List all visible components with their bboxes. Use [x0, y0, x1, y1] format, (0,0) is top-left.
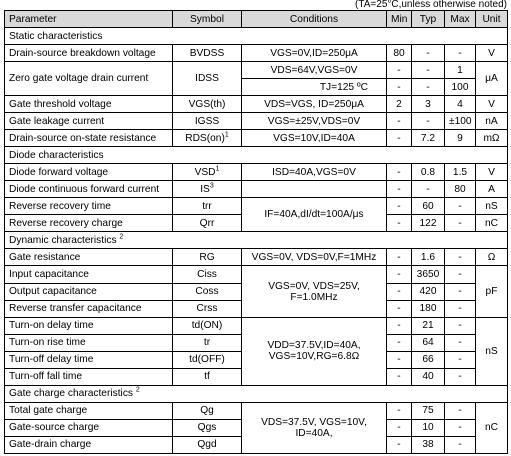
table-row [5, 249, 508, 266]
section-dynamic [5, 232, 508, 249]
header-parameter: Parameter [5, 11, 173, 28]
symbol-cell: Qgs [173, 419, 242, 436]
table-row [5, 62, 508, 79]
max-cell: 100 [445, 79, 476, 96]
typ-cell: 38 [412, 436, 445, 453]
table-row [5, 164, 508, 181]
typ-cell: - [412, 113, 445, 130]
max-cell: - [445, 198, 476, 215]
header-typ: Typ [412, 11, 445, 28]
symbol-cell: Crss [173, 300, 242, 317]
table-row [5, 45, 508, 62]
typ-cell: 66 [412, 351, 445, 368]
conditions-cell: VGS=0V, VDS=0V,F=1MHz [242, 249, 387, 266]
conditions-line: VDS=37.5V, VGS=10V, [261, 416, 367, 428]
param-cell: Reverse recovery time [5, 198, 173, 215]
max-cell: - [445, 283, 476, 300]
symbol-cell: trr [173, 198, 242, 215]
param-cell: Turn-on rise time [5, 334, 173, 351]
min-cell: - [387, 300, 412, 317]
conditions-line: VGS=10V,RG=6.8Ω [268, 351, 360, 363]
min-cell: - [387, 79, 412, 96]
unit-cell: μA [476, 62, 508, 96]
header-min: Min [387, 11, 412, 28]
footnote-mark: 1 [224, 131, 229, 139]
unit-cell: pF [476, 266, 508, 317]
footnote-mark: 3 [209, 182, 214, 190]
symbol-text: VSD [194, 166, 216, 178]
conditions-cell: IF=40A,dI/dt=100A/μs [242, 198, 387, 232]
symbol-cell: VGS(th) [173, 96, 242, 113]
unit-cell: nS [476, 198, 508, 215]
param-cell: Turn-on delay time [5, 317, 173, 334]
max-cell: - [445, 419, 476, 436]
symbol-cell: Qrr [173, 215, 242, 232]
param-cell: Total gate charge [5, 402, 173, 419]
unit-cell: V [476, 96, 508, 113]
unit-cell: nC [476, 402, 508, 453]
table-row [5, 266, 508, 283]
min-cell: - [387, 164, 412, 181]
unit-cell: nC [476, 215, 508, 232]
section-row [5, 385, 508, 402]
typ-cell: 1.6 [412, 249, 445, 266]
conditions-cell: VDS=64V,VGS=0V [242, 62, 387, 79]
typ-cell: 3650 [412, 266, 445, 283]
min-cell: - [387, 198, 412, 215]
typ-cell: 75 [412, 402, 445, 419]
unit-cell: A [476, 181, 508, 198]
unit-cell: nA [476, 113, 508, 130]
max-cell: 1 [445, 62, 476, 79]
symbol-cell [173, 181, 242, 198]
param-cell: Diode continuous forward current [5, 181, 173, 198]
conditions-cell: VGS=0V,ID=250μA [242, 45, 387, 62]
section-row [5, 232, 508, 249]
section-gate-charge [5, 385, 508, 402]
table-row [5, 130, 508, 147]
min-cell: - [387, 334, 412, 351]
section-row [5, 147, 508, 164]
header-symbol: Symbol [173, 11, 242, 28]
typ-cell: 10 [412, 419, 445, 436]
param-cell: Turn-off delay time [5, 351, 173, 368]
symbol-cell: RG [173, 249, 242, 266]
symbol-cell: td(OFF) [173, 351, 242, 368]
conditions-line: F=1.0MHz [290, 291, 338, 303]
param-cell: Gate threshold voltage [5, 96, 173, 113]
unit-cell: mΩ [476, 130, 508, 147]
min-cell: - [387, 130, 412, 147]
conditions-cell [242, 317, 387, 385]
typ-cell: - [412, 45, 445, 62]
typ-cell: 64 [412, 334, 445, 351]
min-cell: - [387, 317, 412, 334]
max-cell: - [445, 300, 476, 317]
symbol-text: RDS(on) [185, 132, 225, 144]
param-cell: Drain-source breakdown voltage [5, 45, 173, 62]
section-title: Gate charge characteristics [9, 388, 134, 400]
footnote-mark: 2 [119, 233, 124, 241]
unit-cell: V [476, 164, 508, 181]
param-cell: Zero gate voltage drain current [5, 62, 173, 96]
header-row [5, 11, 508, 28]
table-row [5, 317, 508, 334]
conditions-cell [242, 266, 387, 317]
table-row [5, 113, 508, 130]
min-cell: 2 [387, 96, 412, 113]
symbol-cell: IDSS [173, 62, 242, 96]
electrical-characteristics-table [4, 10, 508, 454]
max-cell: 80 [445, 181, 476, 198]
conditions-note: (TA=25°C,unless otherwise noted) [355, 0, 507, 10]
header-unit: Unit [476, 11, 508, 28]
param-cell: Input capacitance [5, 266, 173, 283]
header-conditions: Conditions [242, 11, 387, 28]
param-cell: Gate leakage current [5, 113, 173, 130]
max-cell: - [445, 402, 476, 419]
symbol-cell: tr [173, 334, 242, 351]
min-cell: - [387, 181, 412, 198]
param-cell: Drain-source on-state resistance [5, 130, 173, 147]
typ-cell: - [412, 181, 445, 198]
min-cell: - [387, 266, 412, 283]
symbol-cell: td(ON) [173, 317, 242, 334]
conditions-cell: VDS=VGS, ID=250μA [242, 96, 387, 113]
table-row [5, 181, 508, 198]
min-cell: - [387, 436, 412, 453]
unit-cell: V [476, 45, 508, 62]
conditions-cell: VGS=±25V,VDS=0V [242, 113, 387, 130]
min-cell: - [387, 215, 412, 232]
min-cell: - [387, 62, 412, 79]
conditions-cell [242, 402, 387, 453]
min-cell: - [387, 368, 412, 385]
min-cell: - [387, 283, 412, 300]
conditions-cell: VGS=10V,ID=40A [242, 130, 387, 147]
max-cell: - [445, 249, 476, 266]
param-cell: Output capacitance [5, 283, 173, 300]
typ-cell: 180 [412, 300, 445, 317]
param-cell: Gate-source charge [5, 419, 173, 436]
typ-cell: 0.8 [412, 164, 445, 181]
min-cell: - [387, 351, 412, 368]
max-cell: - [445, 317, 476, 334]
typ-cell: 3 [412, 96, 445, 113]
param-cell: Reverse transfer capacitance [5, 300, 173, 317]
symbol-cell: Qg [173, 402, 242, 419]
symbol-cell: Qgd [173, 436, 242, 453]
param-cell: Reverse recovery charge [5, 215, 173, 232]
min-cell: - [387, 402, 412, 419]
param-cell: Turn-off fall time [5, 368, 173, 385]
typ-cell: 21 [412, 317, 445, 334]
param-cell: Diode forward voltage [5, 164, 173, 181]
section-row [5, 28, 508, 45]
max-cell: - [445, 368, 476, 385]
symbol-cell: BVDSS [173, 45, 242, 62]
typ-cell: - [412, 62, 445, 79]
symbol-cell: tf [173, 368, 242, 385]
typ-cell: 7.2 [412, 130, 445, 147]
typ-cell: 122 [412, 215, 445, 232]
symbol-cell [173, 164, 242, 181]
section-diode: Diode characteristics [5, 147, 508, 164]
symbol-text: IS [200, 183, 210, 195]
min-cell: 80 [387, 45, 412, 62]
footnote-mark: 1 [215, 165, 220, 173]
header-max: Max [445, 11, 476, 28]
table-row [5, 402, 508, 419]
conditions-cell [242, 181, 387, 198]
symbol-cell: Ciss [173, 266, 242, 283]
conditions-line: VGS=0V, VDS=25V, [268, 280, 360, 292]
conditions-line: ID=40A, [295, 427, 333, 439]
min-cell: - [387, 113, 412, 130]
symbol-cell [173, 130, 242, 147]
min-cell: - [387, 249, 412, 266]
max-cell: 4 [445, 96, 476, 113]
unit-cell: nS [476, 317, 508, 385]
min-cell: - [387, 419, 412, 436]
typ-cell: 60 [412, 198, 445, 215]
typ-cell: 40 [412, 368, 445, 385]
param-cell: Gate resistance [5, 249, 173, 266]
unit-cell: Ω [476, 249, 508, 266]
conditions-cell: TJ=125 ºC [242, 79, 387, 96]
symbol-cell: IGSS [173, 113, 242, 130]
table-row [5, 96, 508, 113]
max-cell: 1.5 [445, 164, 476, 181]
conditions-line: VDD=37.5V,ID=40A, [267, 340, 361, 352]
section-title: Dynamic characteristics [9, 234, 117, 246]
typ-cell: - [412, 79, 445, 96]
section-static: Static characteristics [5, 28, 508, 45]
max-cell: - [445, 45, 476, 62]
max-cell: - [445, 436, 476, 453]
typ-cell: 420 [412, 283, 445, 300]
max-cell: - [445, 351, 476, 368]
max-cell: ±100 [445, 113, 476, 130]
max-cell: - [445, 215, 476, 232]
symbol-cell: Coss [173, 283, 242, 300]
max-cell: - [445, 266, 476, 283]
table-row [5, 198, 508, 215]
param-cell: Gate-drain charge [5, 436, 173, 453]
footnote-mark: 2 [135, 386, 140, 394]
max-cell: 9 [445, 130, 476, 147]
max-cell: - [445, 334, 476, 351]
conditions-cell: ISD=40A,VGS=0V [242, 164, 387, 181]
